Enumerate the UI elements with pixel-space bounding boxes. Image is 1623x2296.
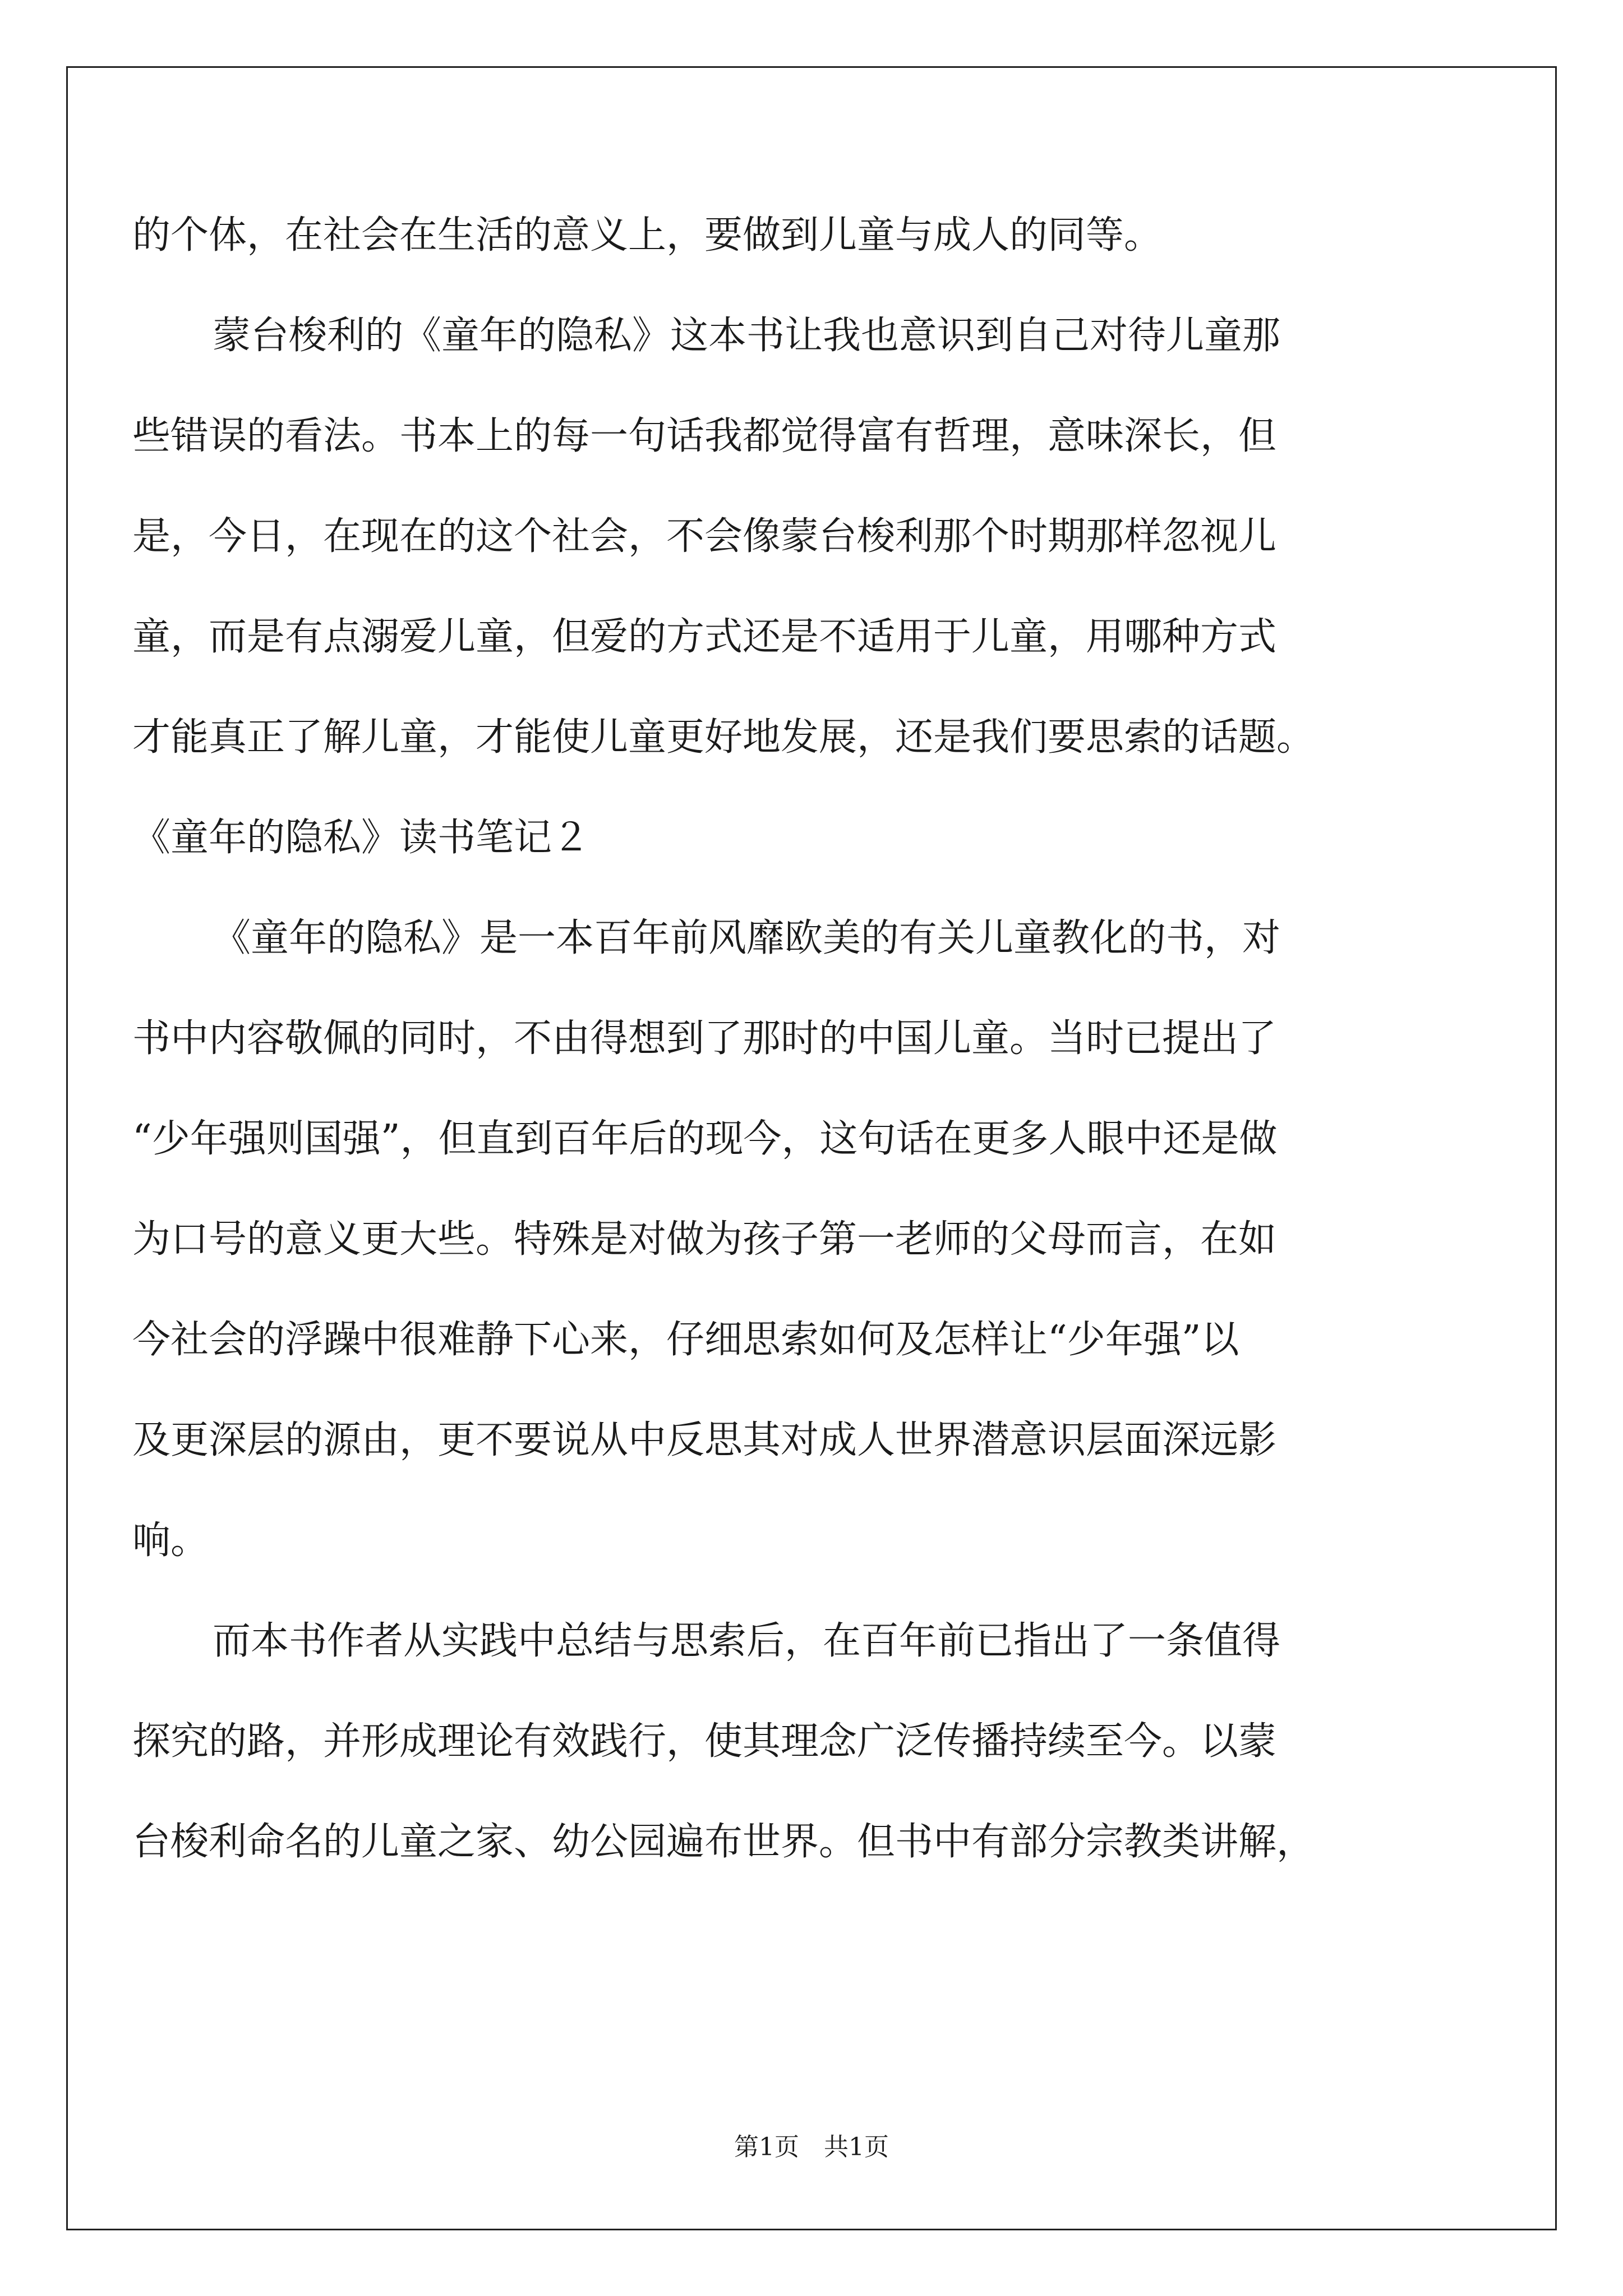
text-line: 童，而是有点溺爱儿童，但爱的方式还是不适用于儿童，用哪种方式 (132, 615, 1277, 659)
text-line: 是，今日，在现在的这个社会，不会像蒙台梭利那个时期那样忽视儿 (132, 514, 1277, 559)
section-heading: 《童年的隐私》读书笔记２ (132, 816, 591, 860)
text-line: 探究的路，并形成理论有效践行，使其理念广泛传播持续至今。以蒙 (132, 1719, 1277, 1764)
text-line: 及更深层的源由，更不要说从中反思其对成人世界潜意识层面深远影 (132, 1418, 1277, 1462)
text-line: 书中内容敬佩的同时，不由得想到了那时的中国儿童。当时已提出了 (132, 1016, 1277, 1061)
text-line: 台梭利命名的儿童之家、幼公园遍布世界。但书中有部分宗教类讲解， (132, 1820, 1315, 1864)
text-line: “少年强则国强”，但直到百年后的现今，这句话在更多人眼中还是做 (132, 1117, 1278, 1161)
text-line: 的个体，在社会在生活的意义上，要做到儿童与成人的同等。 (132, 213, 1163, 257)
text-line: 今社会的浮躁中很难静下心来，仔细思索如何及怎样让“少年强”以 (132, 1318, 1239, 1362)
text-line: 才能真正了解儿童，才能使儿童更好地发展，还是我们要思索的话题。 (132, 715, 1315, 760)
text-line: 《童年的隐私》是一本百年前风靡欧美的有关儿童教化的书，对 (213, 916, 1281, 960)
text-line: 而本书作者从实践中总结与思索后，在百年前已指出了一条值得 (213, 1619, 1281, 1663)
text-line: 为口号的意义更大些。特殊是对做为孩子第一老师的父母而言，在如 (132, 1217, 1277, 1262)
page-number: 第1页 共1页 (734, 2133, 889, 2161)
text-line: 响。 (132, 1519, 209, 1563)
text-line: 些错误的看法。书本上的每一句话我都觉得富有哲理，意味深长，但 (132, 414, 1277, 458)
text-line: 蒙台梭利的《童年的隐私》这本书让我也意识到自己对待儿童那 (213, 314, 1281, 358)
